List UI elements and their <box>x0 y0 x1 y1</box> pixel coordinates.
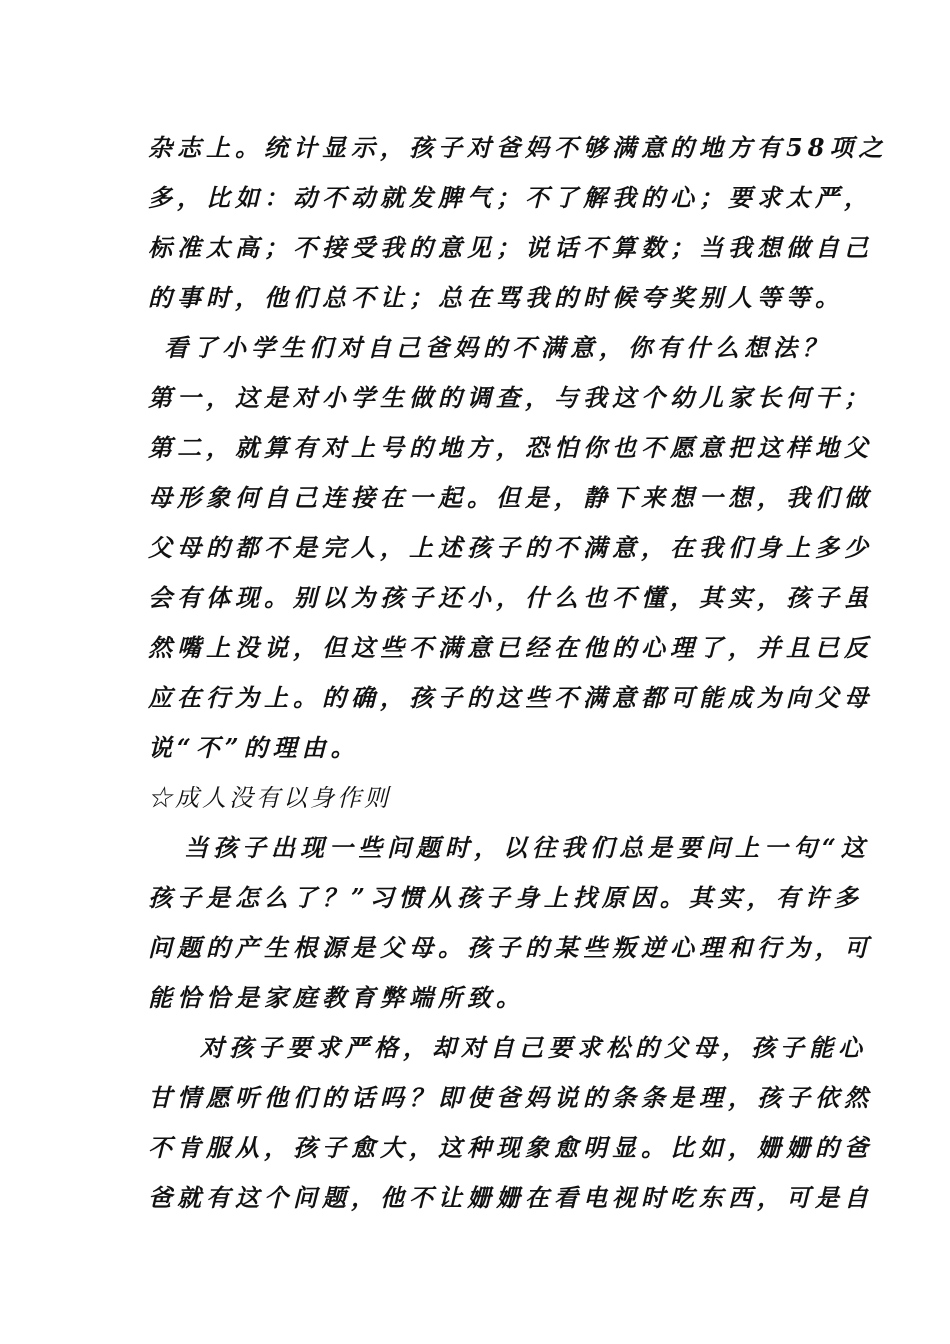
text-line: 当孩子出现一些问题时，以往我们总是要问上一句“这 <box>184 833 870 862</box>
text-line: 第二，就算有对上号的地方，恐怕你也不愿意把这样地父 <box>148 433 873 462</box>
text-line: 第一，这是对小学生做的调查，与我这个幼儿家长何干； <box>148 383 873 412</box>
text-line: 说“不”的理由。 <box>148 733 360 762</box>
text-line: 然嘴上没说，但这些不满意已经在他的心理了，并且已反 <box>148 633 873 662</box>
text-line: 杂志上。统计显示，孩子对爸妈不够满意的地方有58项之 <box>148 133 888 162</box>
text-line: 看了小学生们对自己爸妈的不满意，你有什么想法？ <box>164 333 831 362</box>
text-line: 的事时，他们总不让；总在骂我的时候夸奖别人等等。 <box>148 283 844 312</box>
text-line: 对孩子要求严格，却对自己要求松的父母，孩子能心 <box>200 1033 867 1062</box>
section-heading: ☆成人没有以身作则 <box>148 784 391 812</box>
text-line: 不肯服从，孩子愈大，这种现象愈明显。比如，姗姗的爸 <box>148 1133 873 1162</box>
text-line: 应在行为上。的确，孩子的这些不满意都可能成为向父母 <box>148 683 873 712</box>
text-line: 孩子是怎么了？”习惯从孩子身上找原因。其实，有许多 <box>148 883 863 912</box>
text-line: 多，比如：动不动就发脾气；不了解我的心；要求太严， <box>148 183 873 212</box>
text-line: 甘情愿听他们的话吗？即使爸妈说的条条是理，孩子依然 <box>148 1083 873 1112</box>
text-line: 爸就有这个问题，他不让姗姗在看电视时吃东西，可是自 <box>148 1183 873 1212</box>
text-line: 父母的都不是完人，上述孩子的不满意，在我们身上多少 <box>148 533 873 562</box>
text-line: 母形象何自己连接在一起。但是，静下来想一想，我们做 <box>148 483 873 512</box>
text-line: 能恰恰是家庭教育弊端所致。 <box>148 983 525 1012</box>
text-line: 标准太高；不接受我的意见；说话不算数；当我想做自己 <box>148 233 873 262</box>
text-line: 会有体现。别以为孩子还小，什么也不懂，其实，孩子虽 <box>148 583 873 612</box>
text-line: 问题的产生根源是父母。孩子的某些叛逆心理和行为，可 <box>148 933 873 962</box>
